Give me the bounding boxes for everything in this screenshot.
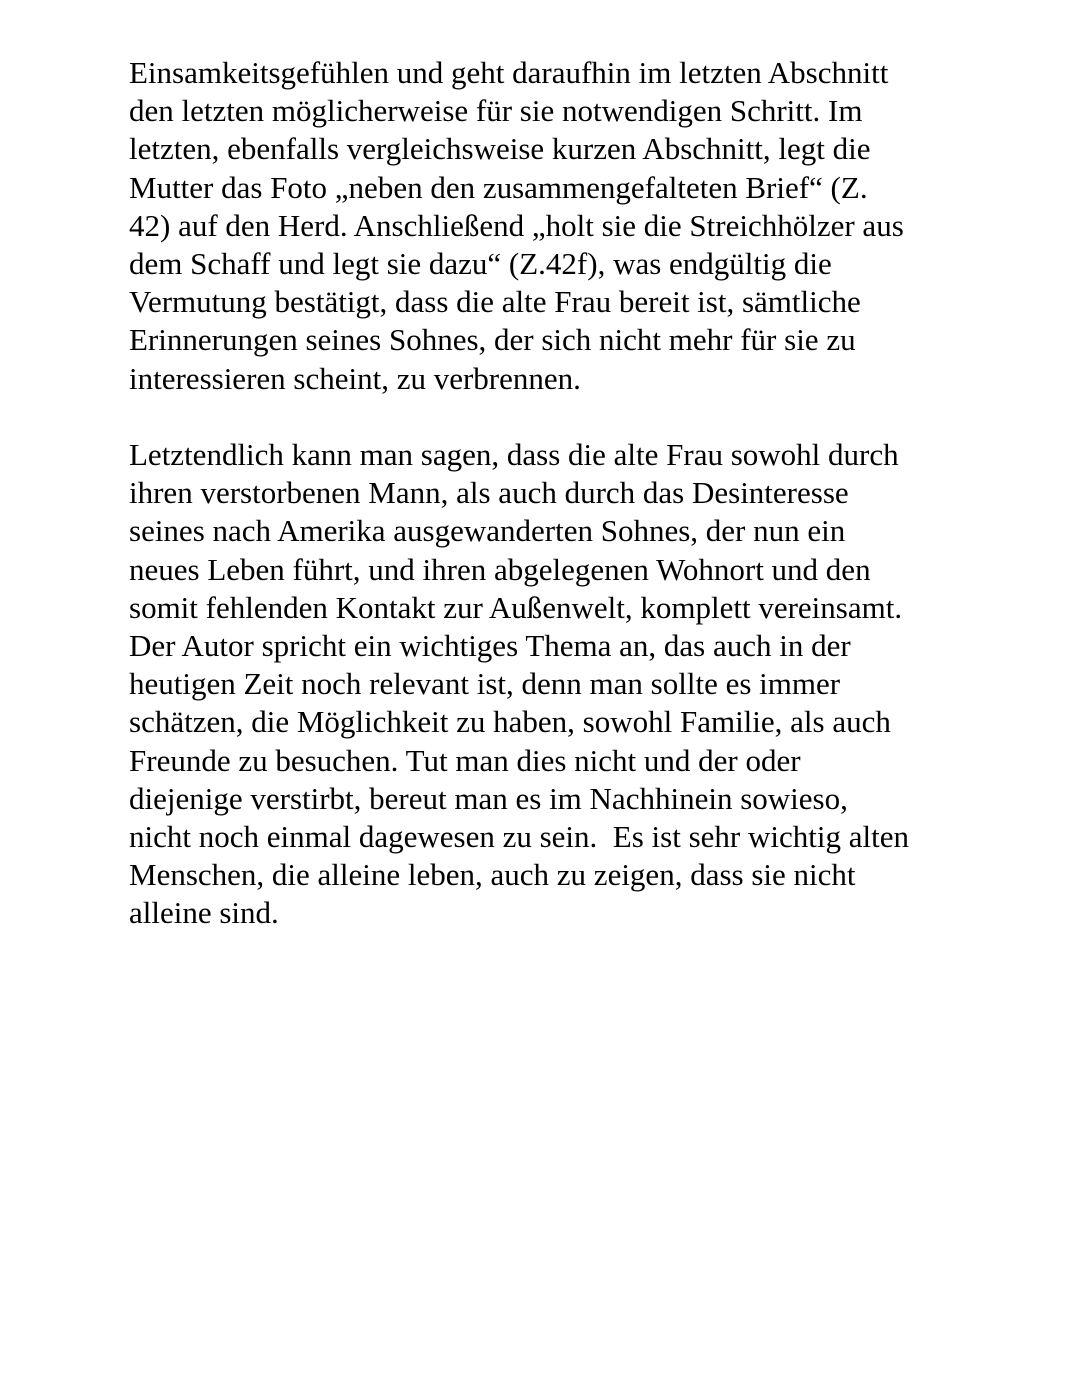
- text-line: diejenige verstirbt, bereut man es im Nachhinein sowieso,: [129, 780, 848, 816]
- text-line: letzten, ebenfalls vergleichsweise kurzen Abschnitt, legt die: [129, 131, 871, 167]
- text-line: heutigen Zeit noch relevant ist, denn man sollte es immer: [129, 666, 841, 702]
- text-line: dem Schaff und legt sie dazu“ (Z.42f), was endgültig die: [129, 246, 832, 282]
- text-line: Einsamkeitsgefühlen und geht daraufhin im letzten Abschnitt: [129, 55, 889, 90]
- text-line: somit fehlenden Kontakt zur Außenwelt, komplett vereinsamt.: [129, 589, 903, 625]
- text-line: ihren verstorbenen Mann, als auch durch das Desinteresse: [129, 475, 849, 511]
- paragraph-1: [129, 54, 1009, 398]
- text-line: alleine sind.: [129, 895, 279, 931]
- paragraph-2: [129, 436, 1009, 933]
- text-line: den letzten möglicherweise für sie notwendigen Schritt. Im: [129, 93, 863, 129]
- text-line: Letztendlich kann man sagen, dass die alte Frau sowohl durch: [129, 437, 899, 472]
- text-line: Vermutung bestätigt, dass die alte Frau bereit ist, sämtliche: [129, 284, 861, 320]
- text-line: interessieren scheint, zu verbrennen.: [129, 360, 581, 396]
- text-line: seines nach Amerika ausgewanderten Sohnes, der nun ein: [129, 513, 846, 549]
- text-line: Erinnerungen seines Sohnes, der sich nicht mehr für sie zu: [129, 322, 856, 358]
- text-line: Der Autor spricht ein wichtiges Thema an, das auch in der: [129, 628, 851, 664]
- text-line: 42) auf den Herd. Anschließend „holt sie die Streichhölzer aus: [129, 207, 904, 243]
- text-line: Freunde zu besuchen. Tut man dies nicht und der oder: [129, 742, 801, 778]
- text-line: neues Leben führt, und ihren abgelegenen Wohnort und den: [129, 551, 871, 587]
- text-line: schätzen, die Möglichkeit zu haben, sowohl Familie, als auch: [129, 704, 891, 740]
- text-line: nicht noch einmal dagewesen zu sein. Es ist sehr wichtig alten: [129, 819, 909, 855]
- text-line: Mutter das Foto „neben den zusammengefalteten Brief“ (Z.: [129, 169, 868, 205]
- text-line: Menschen, die alleine leben, auch zu zeigen, dass sie nicht: [129, 857, 856, 893]
